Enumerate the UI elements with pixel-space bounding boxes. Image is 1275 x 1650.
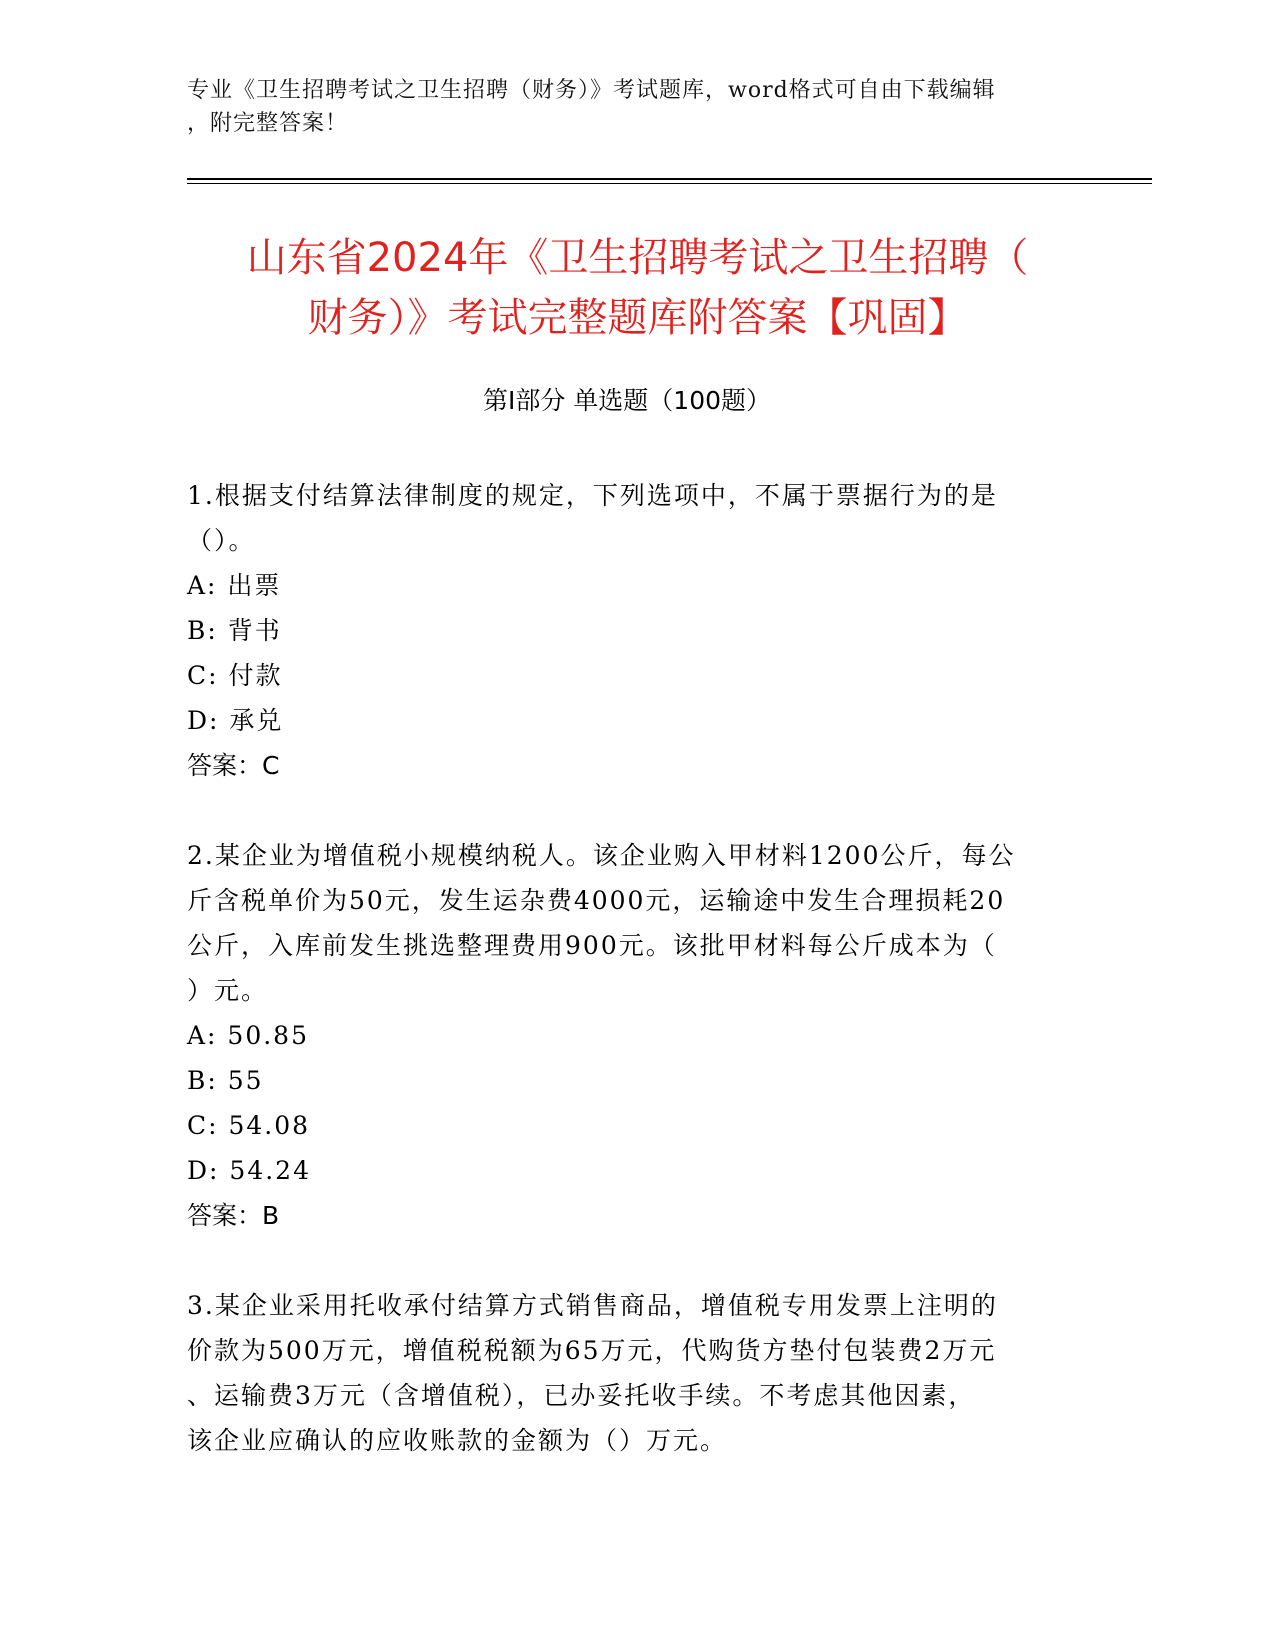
option-a: A: 出票 bbox=[187, 571, 282, 600]
section-title: 第I部分 单选题（100题） bbox=[482, 386, 772, 415]
option-a: A: 50.85 bbox=[187, 1021, 309, 1050]
question-text-line: 、运输费3万元（含增值税），已办妥托收手续。不考虑其他因素， bbox=[187, 1381, 976, 1410]
answer: 答案：C bbox=[187, 751, 280, 780]
question-text-line: 该企业应确认的应收账款的金额为（）万元。 bbox=[187, 1426, 728, 1455]
answer: 答案：B bbox=[187, 1201, 280, 1230]
header-rule-thin bbox=[187, 183, 1152, 184]
question-text-line: 斤含税单价为50元，发生运杂费4000元，运输途中发生合理损耗20 bbox=[187, 886, 1006, 915]
question-3 bbox=[187, 1283, 1077, 1463]
header-note bbox=[187, 74, 1067, 140]
header-note-line-2: ，附完整答案！ bbox=[187, 111, 349, 136]
header-note-line-1: 专业《卫生招聘考试之卫生招聘（财务）》考试题库，word格式可自由下载编辑 bbox=[187, 78, 996, 103]
option-d: D: 54.24 bbox=[187, 1156, 311, 1185]
question-gap bbox=[187, 788, 1077, 833]
question-text-line: （）。 bbox=[187, 526, 256, 555]
header-rule-thick bbox=[187, 178, 1152, 180]
question-text-line: 价款为500万元，增值税税额为65万元，代购货方垫付包装费2万元 bbox=[187, 1336, 997, 1365]
question-1 bbox=[187, 473, 1077, 788]
question-text-line: ）元。 bbox=[187, 976, 269, 1005]
option-b: B: 55 bbox=[187, 1066, 264, 1095]
question-2 bbox=[187, 833, 1077, 1238]
option-c: C: 54.08 bbox=[187, 1111, 311, 1140]
option-b: B: 背书 bbox=[187, 616, 282, 645]
option-c: C: 付款 bbox=[187, 661, 283, 690]
document-title bbox=[140, 228, 1135, 348]
question-text-line: 1.根据支付结算法律制度的规定，下列选项中，不属于票据行为的是 bbox=[187, 481, 998, 510]
document-title-line-1: 山东省2024年《卫生招聘考试之卫生招聘（ bbox=[246, 235, 1029, 281]
question-text-line: 2.某企业为增值税小规模纳税人。该企业购入甲材料1200公斤，每公 bbox=[187, 841, 1016, 870]
question-list bbox=[187, 473, 1077, 1463]
option-d: D: 承兑 bbox=[187, 706, 284, 735]
question-gap bbox=[187, 1238, 1077, 1283]
document-title-line-2: 财务）》考试完整题库附答案【巩固】 bbox=[307, 295, 968, 341]
question-text-line: 公斤，入库前发生挑选整理费用900元。该批甲材料每公斤成本为（ bbox=[187, 931, 997, 960]
question-text-line: 3.某企业采用托收承付结算方式销售商品，增值税专用发票上注明的 bbox=[187, 1291, 998, 1320]
